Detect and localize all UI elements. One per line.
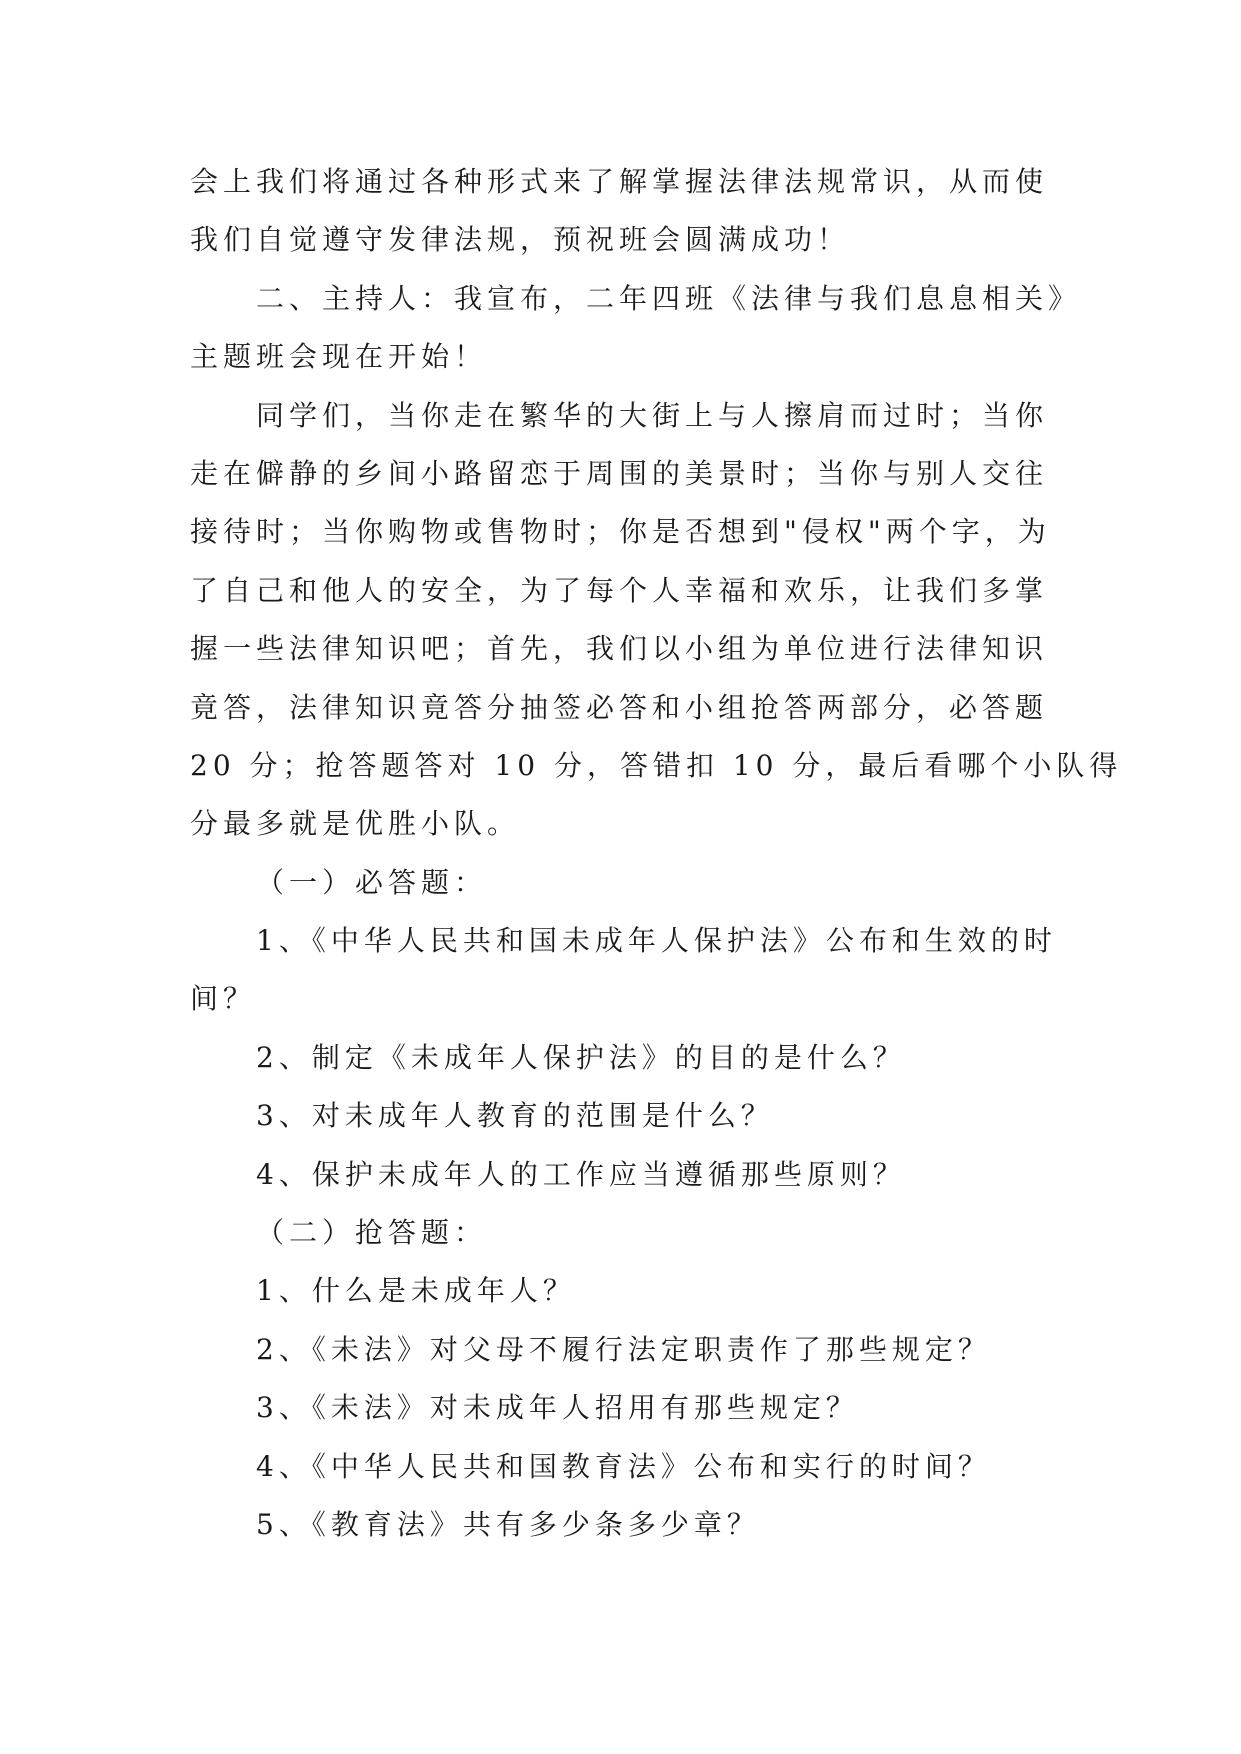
text-line: 20 分；抢答题答对 10 分，答错扣 10 分，最后看哪个小队得 — [190, 748, 1123, 782]
question-item: 4、保护未成年人的工作应当遵循那些原则？ — [256, 1157, 906, 1191]
document-body — [190, 153, 1123, 1554]
text-line: 主题班会现在开始！ — [190, 340, 488, 374]
question-item: 1、什么是未成年人？ — [256, 1274, 576, 1308]
text-line: 同学们，当你走在繁华的大街上与人擦肩而过时；当你 — [256, 398, 1049, 432]
text-line: 走在僻静的乡间小路留恋于周围的美景时；当你与别人交往 — [190, 456, 1049, 490]
question-item: 1、《中华人民共和国未成年人保护法》公布和生效的时 — [256, 924, 1057, 958]
text-line: 会上我们将通过各种形式来了解掌握法律法规常识，从而使 — [190, 165, 1049, 198]
question-item-continuation: 间？ — [190, 982, 257, 1016]
question-item: 2、《未法》对父母不履行法定职责作了那些规定？ — [256, 1332, 991, 1366]
question-item: 4、《中华人民共和国教育法》公布和实行的时间？ — [256, 1449, 991, 1483]
question-item: 3、对未成年人教育的范围是什么？ — [256, 1099, 774, 1133]
question-item: 5、《教育法》共有多少条多少章？ — [256, 1507, 760, 1541]
text-line: 握一些法律知识吧；首先，我们以小组为单位进行法律知识 — [190, 632, 1049, 666]
section-heading: （二）抢答题： — [256, 1216, 488, 1250]
text-line: 分最多就是优胜小队。 — [190, 807, 521, 841]
text-line: 二、主持人：我宣布，二年四班《法律与我们息息相关》 — [256, 281, 1082, 315]
text-line: 接待时；当你购物或售物时；你是否想到"侵权"两个字，为 — [190, 515, 1051, 549]
text-line: 我们自觉遵守发律法规，预祝班会圆满成功！ — [190, 223, 851, 257]
question-item: 2、制定《未成年人保护法》的目的是什么？ — [256, 1040, 906, 1074]
section-heading: （一）必答题： — [256, 865, 488, 899]
text-line: 竟答，法律知识竟答分抽签必答和小组抢答两部分，必答题 — [190, 690, 1049, 724]
question-item: 3、《未法》对未成年人招用有那些规定？ — [256, 1391, 859, 1425]
text-line: 了自己和他人的安全，为了每个人幸福和欢乐，让我们多掌 — [190, 573, 1049, 607]
